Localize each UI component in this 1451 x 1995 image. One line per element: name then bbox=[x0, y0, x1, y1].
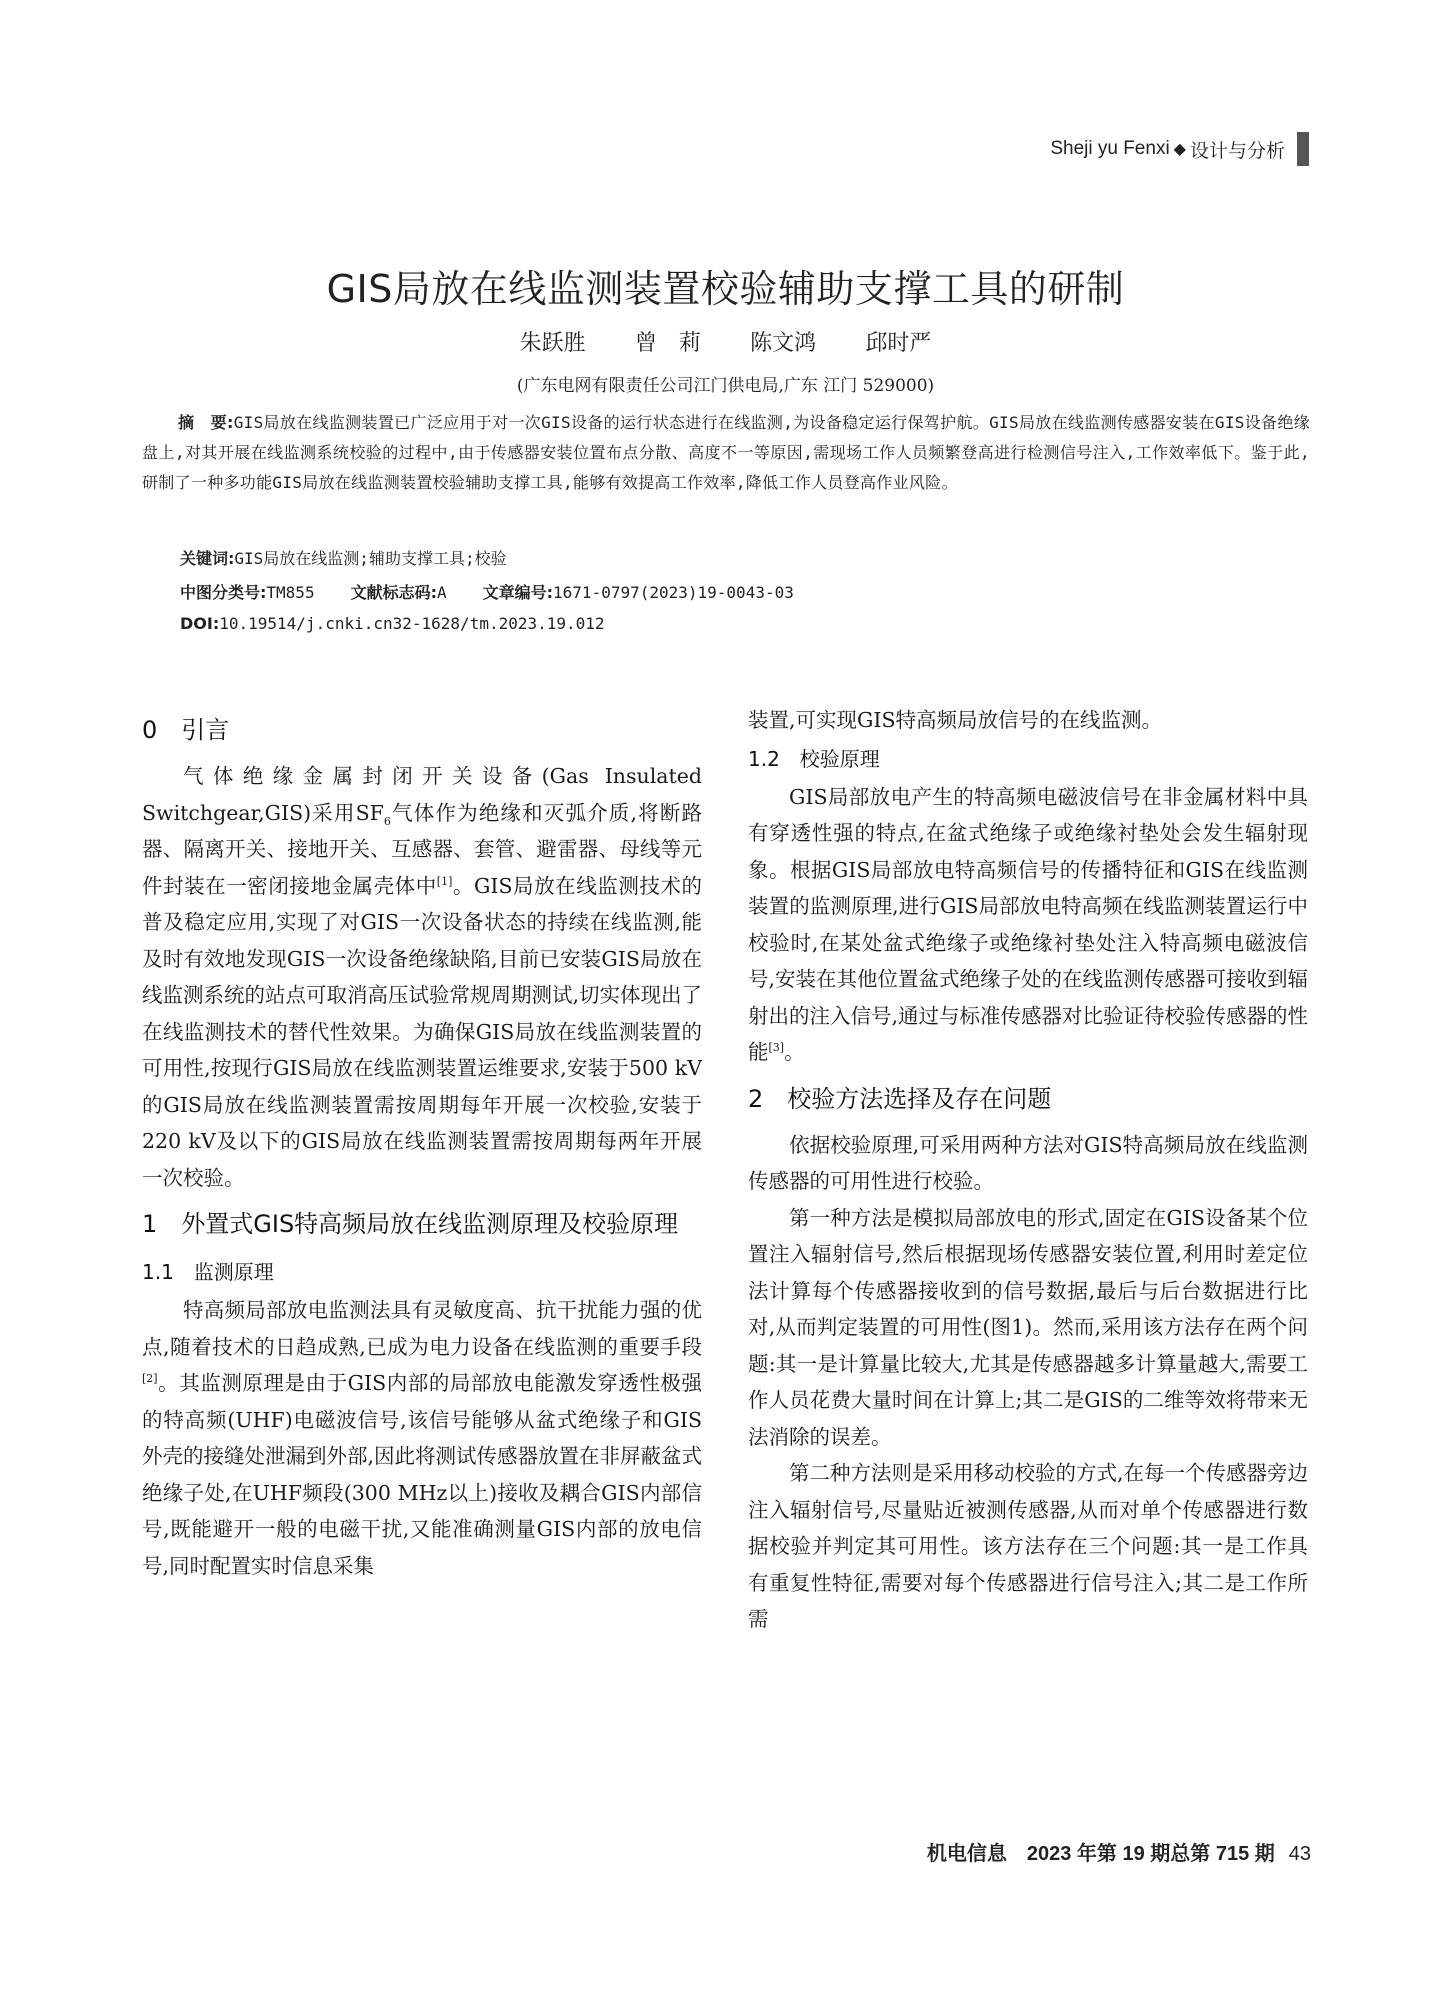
keywords-text: GIS局放在线监测;辅助支撑工具;校验 bbox=[234, 549, 507, 568]
body-paragraph: 依据校验原理,可采用两种方法对GIS特高频局放在线监测传感器的可用性进行校验。 bbox=[748, 1132, 1308, 1193]
page-number: 43 bbox=[1288, 1843, 1311, 1865]
doi-value: 10.19514/j.cnki.cn32-1628/tm.2023.19.012 bbox=[219, 614, 605, 633]
body-paragraph: 气体绝缘金属封闭开关设备(Gas Insulated Switchgear,GIS)采用$SF_6$气体作为绝缘和灭弧介质,将断路器、隔离开关、接地开关、互感器、套管、避雷器、母线等元件封装在一密闭接地金属壳体中[1]。GIS局放在线监测技术的普及稳定应用,实现了对GIS一次设备状态的持续在线监测,能及时有效地发现GIS一次设备绝缘缺陷,目前已安装GIS局放在线监测系统的站点可取消高压试验常规周期测试,切实体现出了在线监测技术的替代性效果。为确保GIS局放在线监测装置的可用性,按现行GIS局放在线监测装置运维要求,安装于500 kV的GIS局放在线监测装置需按周期每年开展一次校验,安装于220 kV及以下的GIS局放在线监测装置需按周期每两年开展一次校验。 bbox=[142, 764, 703, 1190]
author-name: 邱时严 bbox=[865, 331, 932, 356]
journal-issue: 机电信息 2023 年第 19 期总第 715 期 bbox=[926, 1843, 1275, 1865]
citation-ref: [2] bbox=[142, 1372, 158, 1386]
section-heading-0: 0 引言 bbox=[142, 716, 230, 744]
author-list bbox=[0, 326, 1451, 357]
page-footer bbox=[927, 1837, 1311, 1866]
abstract bbox=[142, 408, 1310, 498]
header-bar bbox=[1297, 132, 1309, 166]
body-paragraph: 装置,可实现GIS特高频局放信号的在线监测。 bbox=[748, 708, 1163, 732]
subsection-heading-1-1: 1.1 监测原理 bbox=[142, 1260, 274, 1284]
abstract-text: GIS局放在线监测装置已广泛应用于对一次GIS设备的运行状态进行在线监测,为设备稳定运行保驾护航。GIS局放在线监测传感器安装在GIS设备绝缘盘上,对其开展在线监测系统校验的过程中,由于传感器安装位置布点分散、高度不一等原因,需现场工作人员频繁登高进行检测信号注入,工作效率低下。鉴于此,研制了一种多功能GIS局放在线监测装置校验辅助支撑工具,能够有效提高工作效率,降低工作人员登高作业风险。 bbox=[142, 413, 1310, 492]
running-head bbox=[1050, 132, 1309, 166]
section-heading-2: 2 校验方法选择及存在问题 bbox=[748, 1084, 1052, 1113]
keywords bbox=[180, 546, 507, 569]
doi-line bbox=[180, 614, 605, 633]
classification-line bbox=[180, 580, 794, 603]
paper-title: GIS局放在线监测装置校验辅助支撑工具的研制 bbox=[326, 267, 1125, 311]
body-paragraph: 特高频局部放电监测法具有灵敏度高、抗干扰能力强的优点,随着技术的日趋成熟,已成为电力设备在线监测的重要手段[2]。其监测原理是由于GIS内部的局部放电能激发穿透性极强的特高频(UHF)电磁波信号,该信号能够从盆式绝缘子和GIS外壳的接缝处泄漏到外部,因此将测试传感器放置在非屏蔽盆式绝缘子处,在UHF频段(300 MHz以上)接收及耦合GIS内部信号,既能避开一般的电磁干扰,又能准确测量GIS内部的放电信号,同时配置实时信息采集 bbox=[142, 1298, 703, 1578]
left-column bbox=[142, 702, 702, 1584]
subsection-heading-1-2: 1.2 校验原理 bbox=[748, 746, 880, 771]
citation-ref: [3] bbox=[768, 1041, 785, 1055]
running-head-pinyin: Sheji yu Fenxi bbox=[1050, 138, 1170, 159]
affiliation: (广东电网有限责任公司江门供电局,广东 江门 529000) bbox=[516, 376, 935, 396]
body-paragraph: GIS局部放电产生的特高频电磁波信号在非金属材料中具有穿透性强的特点,在盆式绝缘子或绝缘衬垫处会发生辐射现象。根据GIS局部放电特高频信号的传播特征和GIS在线监测装置的监测原理,进行GIS局部放电特高频在线监测装置运行中校验时,在某处盆式绝缘子或绝缘衬垫处注入特高频电磁波信号,安装在其他位置盆式绝缘子处的在线监测传感器可接收到辐射出的注入信号,通过与标准传感器对比验证待校验传感器的性能[3]。 bbox=[748, 784, 1309, 1064]
author-name: 朱跃胜 bbox=[519, 331, 586, 356]
section-heading-1: 1 外置式GIS特高频局放在线监测原理及校验原理 bbox=[142, 1210, 679, 1238]
diamond-icon: ◆ bbox=[1173, 141, 1186, 158]
clc-label: 中图分类号: bbox=[180, 583, 267, 602]
author-name: 曾 莉 bbox=[634, 331, 701, 356]
citation-ref: [1] bbox=[436, 874, 453, 888]
body-paragraph: 第二种方法则是采用移动校验的方式,在每一个传感器旁边注入辐射信号,尽量贴近被测传感器,从而对单个传感器进行数据校验并判定其可用性。该方法存在三个问题:其一是工作具有重复性特征,需要对每个传感器进行信号注入;其二是工作所需 bbox=[748, 1461, 1309, 1631]
running-head-section: 设计与分析 bbox=[1189, 140, 1285, 162]
clc-value: TM855 bbox=[266, 583, 315, 602]
right-column bbox=[748, 702, 1308, 1638]
keywords-label: 关键词: bbox=[180, 549, 235, 568]
doc-code-label: 文献标志码: bbox=[350, 583, 437, 602]
body-paragraph: 第一种方法是模拟局部放电的形式,固定在GIS设备某个位置注入辐射信号,然后根据现场传感器安装位置,利用时差定位法计算每个传感器接收到的信号数据,最后与后台数据进行比对,从而判定装置的可用性(图1)。然而,采用该方法存在两个问题:其一是计算量比较大,尤其是传感器越多计算量越大,需要工作人员花费大量时间在计算上;其二是GIS的二维等效将带来无法消除的误差。 bbox=[748, 1205, 1308, 1449]
doi-label: DOI: bbox=[180, 614, 220, 633]
doc-code-value: A bbox=[436, 583, 447, 602]
abstract-label: 摘 要: bbox=[178, 413, 234, 432]
author-name: 陈文鸿 bbox=[750, 331, 817, 356]
article-no-value: 1671-0797(2023)19-0043-03 bbox=[553, 583, 794, 602]
article-no-label: 文章编号: bbox=[482, 583, 554, 602]
